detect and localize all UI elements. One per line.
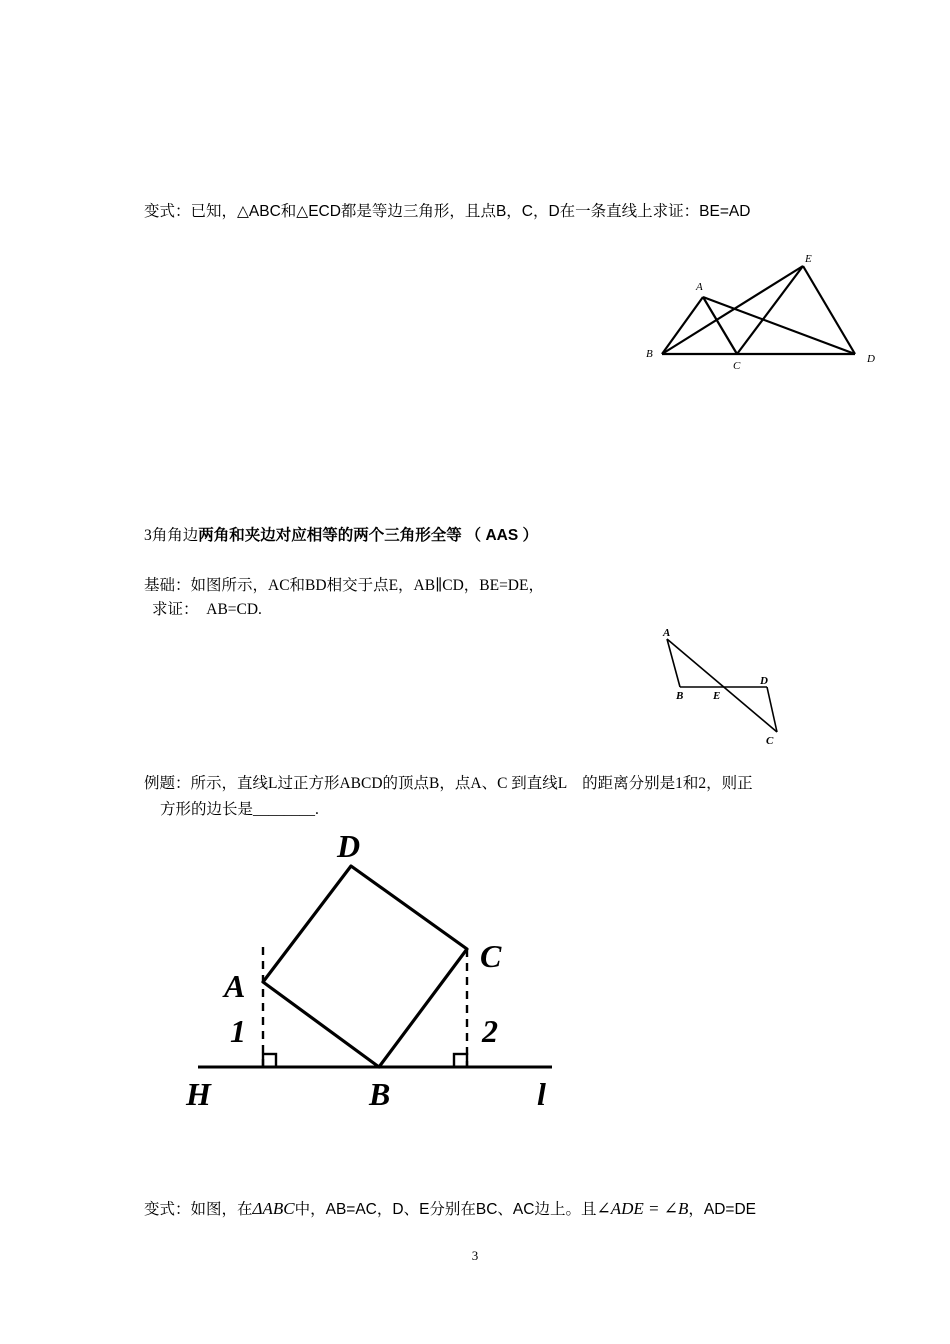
label-e: E	[805, 253, 812, 265]
label-l: l	[537, 1076, 546, 1112]
label-b: B	[676, 690, 684, 702]
example-problem-line-1	[144, 774, 753, 794]
angle-expression: ∠ADE = ∠B	[596, 1199, 689, 1218]
variant2-prefix: 变式：如图，在	[144, 1201, 253, 1218]
example-line-1-text: 例题：所示，直线L过正方形ABCD的顶点B，点A、C 到直线L 的距离分别是1和2，则正	[144, 775, 753, 792]
page-number-text: 3	[471, 1248, 479, 1263]
example-line-2-text: 方形的边长是________.	[160, 801, 319, 818]
basic-line-2-text: 求证： AB=CD.	[152, 601, 262, 618]
square-abcd	[263, 866, 467, 1067]
label-c: C	[480, 938, 502, 974]
variant2-middle: 中，AB=AC，D、E分别在BC、AC边上。且	[294, 1201, 597, 1218]
variant-statement-1	[144, 202, 750, 222]
segment-be	[662, 266, 803, 354]
right-angle-mark-a	[263, 1054, 276, 1067]
segment-ce	[737, 266, 803, 354]
label-d: D	[337, 828, 361, 864]
figure-equilateral-triangles	[640, 250, 885, 372]
figure-square-on-line	[180, 825, 560, 1115]
example-problem-line-2	[160, 800, 319, 820]
basic-line-1-text: 基础：如图所示，AC和BD相交于点E，AB∥CD，BE=DE，	[144, 577, 544, 594]
label-c: C	[766, 735, 774, 747]
segment-ab	[667, 639, 680, 687]
label-b: B	[646, 348, 653, 360]
heading-tag: （ AAS ）	[465, 527, 538, 544]
segment-ed	[803, 266, 855, 354]
segment-ba	[662, 297, 703, 354]
label-a: A	[663, 627, 671, 639]
basic-problem-line-1	[144, 576, 544, 596]
figure-parallel-segments	[652, 625, 787, 750]
variant-statement-1-text: 变式：已知，△ABC和△ECD都是等边三角形，且点B，C，D在一条直线上求证：BE=AD	[144, 203, 751, 220]
basic-problem-line-2	[152, 600, 262, 620]
right-angle-mark-c	[454, 1054, 467, 1067]
heading-bold: 两角和夹边对应相等的两个三角形全等	[198, 527, 462, 544]
label-d: D	[760, 675, 768, 687]
label-e: E	[713, 690, 721, 702]
segment-ad	[703, 297, 855, 354]
label-2: 2	[482, 1013, 498, 1049]
label-h: H	[186, 1076, 211, 1112]
section-heading-aas	[144, 526, 538, 546]
heading-prefix: 3角角边	[144, 527, 199, 544]
label-c: C	[733, 360, 741, 372]
label-b: B	[369, 1076, 391, 1112]
page-number	[0, 1248, 950, 1264]
label-a: A	[224, 968, 246, 1004]
variant-statement-2	[144, 1199, 756, 1220]
label-1: 1	[230, 1013, 246, 1049]
triangle-abc-expr: ΔABC	[252, 1199, 295, 1218]
variant2-suffix: ，AD=DE	[688, 1201, 756, 1218]
label-d: D	[867, 353, 875, 365]
label-a: A	[696, 281, 703, 293]
